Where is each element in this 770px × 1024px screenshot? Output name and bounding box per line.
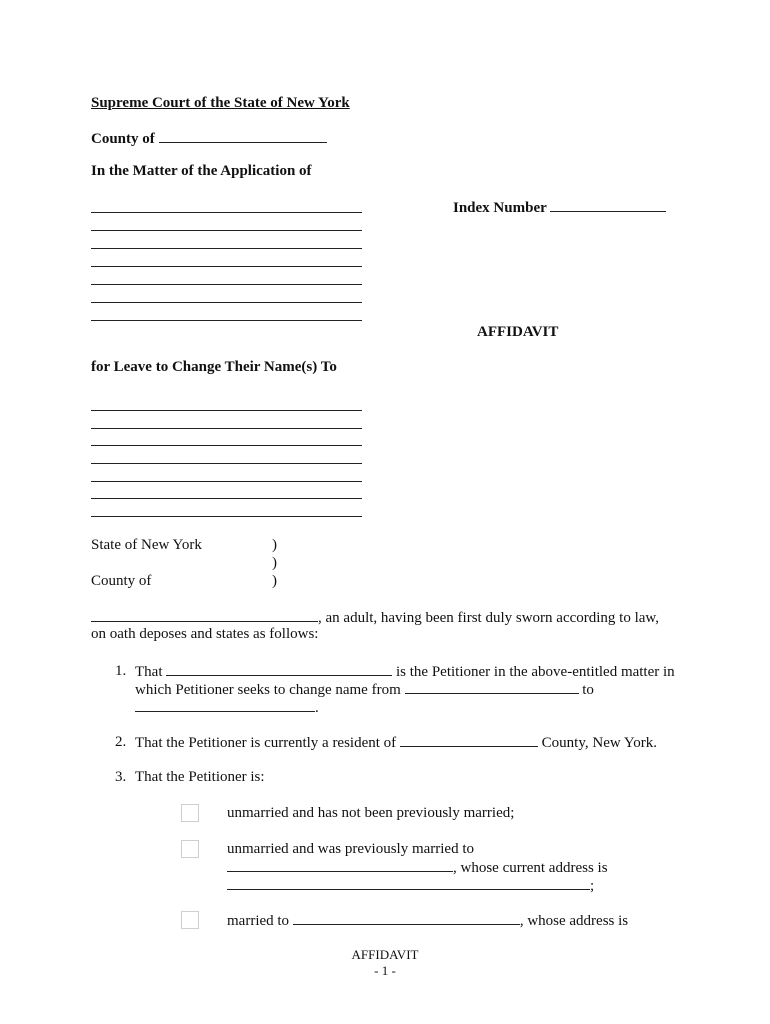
leave-label: for Leave to Change Their Name(s) To [91,359,337,375]
option-3-line [227,911,628,929]
venue-paren: ) [272,573,277,589]
item-text: which Petitioner seeks to change name from [135,682,401,698]
unmarried-never-married-checkbox[interactable] [181,804,199,822]
applicant-field-3[interactable] [91,248,362,249]
matter-label: In the Matter of the Application of [91,163,312,179]
applicant-field-1[interactable] [91,212,362,213]
intro-text: , an adult, having been first duly sworn according to law, [318,610,660,626]
new-name-field-6[interactable] [91,498,362,499]
venue-paren: ) [272,555,277,571]
item-2-line [135,733,657,751]
court-heading: Supreme Court of the State of New York [91,95,350,111]
page-number: - 1 - [374,963,396,978]
married-checkbox[interactable] [181,911,199,929]
new-name-field-7[interactable] [91,516,362,517]
affiant-name-field[interactable] [91,608,318,622]
new-name-field-1[interactable] [91,410,362,411]
item-1-line-2 [135,680,594,698]
item-3-line: That the Petitioner is: [135,769,265,785]
item-text: to [582,682,594,698]
footer-title: AFFIDAVIT [351,947,419,962]
option-2-text: unmarried and was previously married to [227,841,475,857]
item-3-number: 3. [115,769,127,785]
item-text: is the Petitioner in the above-entitled matter in [396,664,675,680]
spouse-name-field[interactable] [293,911,520,925]
item-1-line-1 [135,662,675,680]
new-name-field-2[interactable] [91,428,362,429]
option-text: , whose current address is [453,860,608,876]
applicant-field-6[interactable] [91,302,362,303]
applicant-field-7[interactable] [91,320,362,321]
applicant-field-4[interactable] [91,266,362,267]
residence-county-field[interactable] [400,733,538,747]
option-1-text: unmarried and has not been previously married; [227,805,515,821]
item-text: . [315,700,319,716]
venue-state: State of New York [91,537,202,553]
former-spouse-field[interactable] [227,858,453,872]
previously-married-checkbox[interactable] [181,840,199,858]
option-2-line-2 [227,858,608,876]
item-1-line-3 [135,698,319,716]
venue-county: County of [91,573,152,589]
item-text: That [135,664,163,680]
county-line [91,129,327,147]
item-2-number: 2. [115,734,127,750]
index-number-field[interactable] [550,198,666,212]
index-label: Index Number [453,200,547,216]
option-2-line-3 [227,876,594,894]
applicant-field-5[interactable] [91,284,362,285]
affidavit-title: AFFIDAVIT [477,324,559,340]
county-label: County of [91,131,155,147]
option-text: ; [590,878,595,894]
intro-line-1 [91,608,659,626]
item-text: That the Petitioner is currently a resident of [135,735,397,751]
new-name-field-5[interactable] [91,481,362,482]
intro-line-2: on oath deposes and states as follows: [91,626,319,642]
petitioner-name-field[interactable] [166,662,392,676]
option-text: , whose address is [519,913,629,929]
new-name-field-3[interactable] [91,445,362,446]
option-text: married to [227,913,290,929]
index-number [453,198,666,216]
venue-paren: ) [272,537,277,553]
proposed-name-field[interactable] [135,698,315,712]
current-name-field[interactable] [405,680,579,694]
applicant-field-2[interactable] [91,230,362,231]
item-text: County, New York. [541,735,657,751]
county-field[interactable] [159,129,327,143]
new-name-field-4[interactable] [91,463,362,464]
former-spouse-address-field[interactable] [227,876,590,890]
item-1-number: 1. [115,663,127,679]
